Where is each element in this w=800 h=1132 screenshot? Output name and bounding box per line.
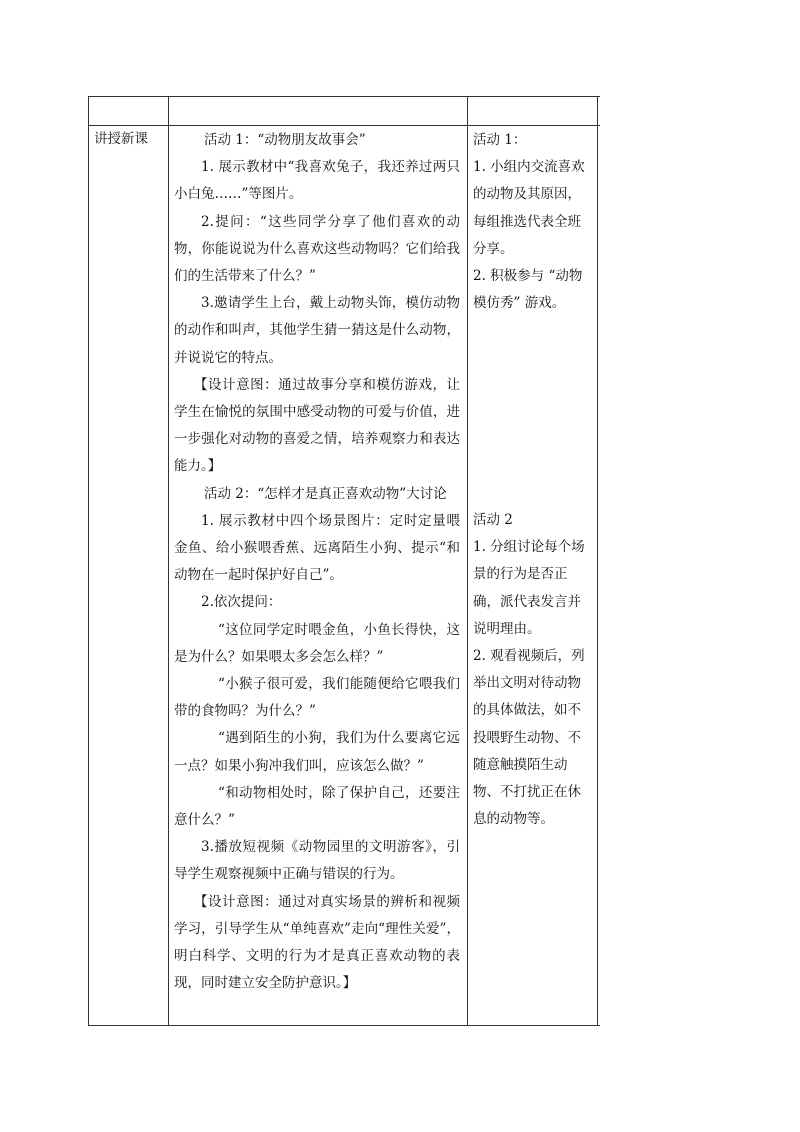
table-col-divider-1 <box>168 96 169 1026</box>
table-border-top <box>88 96 600 97</box>
question-1: “这位同学定时喂金鱼，小鱼长得快，这是为什么？如果喂太多会怎么样？” <box>174 621 460 665</box>
activity2-step-1: 1. 展示教材中四个场景图片：定时定量喂金鱼、给小猴喂香蕉、远离陌生小狗、提示“和动物在一起时保护好自己”。 <box>174 512 460 584</box>
student-activity1-title: 活动 1： <box>473 132 527 148</box>
design-intent-1: 【设计意图：通过故事分享和模仿游戏，让学生在愉悦的氛围中感受动物的可爱与价值，进一步强化对动物的喜爱之情，培养观察力和表达能力。】 <box>174 376 460 475</box>
activity2-step-2: 2.依次提问： <box>201 594 282 611</box>
activity1-step-1: 1. 展示教材中“我喜欢兔子，我还养过两只小白兔……”等图片。 <box>174 159 460 203</box>
table-col-divider-3 <box>597 96 598 1026</box>
student-activity2-cell <box>473 507 591 833</box>
student-activity2-title: 活动 2 <box>473 512 513 528</box>
section-label: 讲授新课 <box>94 131 148 147</box>
teacher-activity-cell <box>174 127 460 998</box>
activity1-step-3: 3.邀请学生上台，戴上动物头饰，模仿动物的动作和叫声，其他学生猜一猜这是什么动物，并说说它的特点。 <box>174 295 460 366</box>
student-activity2-item-2: 2. 观看视频后，列举出文明对待动物的具体做法，如不投喂野生动物、不随意触摸陌生动物、不打扰正在休息的动物等。 <box>473 648 585 828</box>
table-row-divider <box>88 125 600 126</box>
question-2: “小猴子很可爱，我们能随便给它喂我们带的食物吗？为什么？” <box>174 676 460 720</box>
table-col-divider-2 <box>467 96 468 1026</box>
student-activity-cell <box>473 127 591 317</box>
activity1-step-2: 2.提问：“这些同学分享了他们喜欢的动物，你能说说为什么喜欢这些动物吗？它们给我们的生活带来了什么？” <box>174 213 460 285</box>
student-activity1-item-1: 1. 小组内交流喜欢的动物及其原因，每组推选代表全班分享。 <box>473 159 585 257</box>
activity2-step-3: 3.播放短视频《动物园里的文明游客》，引导学生观察视频中正确与错误的行为。 <box>174 839 460 883</box>
design-intent-2: 【设计意图：通过对真实场景的辨析和视频学习，引导学生从“单纯喜欢”走向“理性关爱”，明白科学、文明的行为才是真正喜欢动物的表现，同时建立安全防护意识。】 <box>174 893 460 992</box>
question-3: “遇到陌生的小狗，我们为什么要离它远一点？如果小狗冲我们叫，应该怎么做？” <box>174 730 460 774</box>
table-border-bottom <box>88 1025 600 1026</box>
table-border-left <box>88 96 89 1026</box>
student-activity1-item-2: 2. 积极参与 “动物模仿秀” 游戏。 <box>473 268 583 312</box>
activity1-title: 活动 1：“动物朋友故事会” <box>204 132 366 148</box>
question-4: “和动物相处时，除了保护自己，还要注意什么？” <box>174 784 460 829</box>
student-activity2-item-1: 1. 分组讨论每个场景的行为是否正确，派代表发言并说明理由。 <box>473 539 585 637</box>
activity2-title: 活动 2：“怎样才是真正喜欢动物”大讨论 <box>204 485 447 502</box>
